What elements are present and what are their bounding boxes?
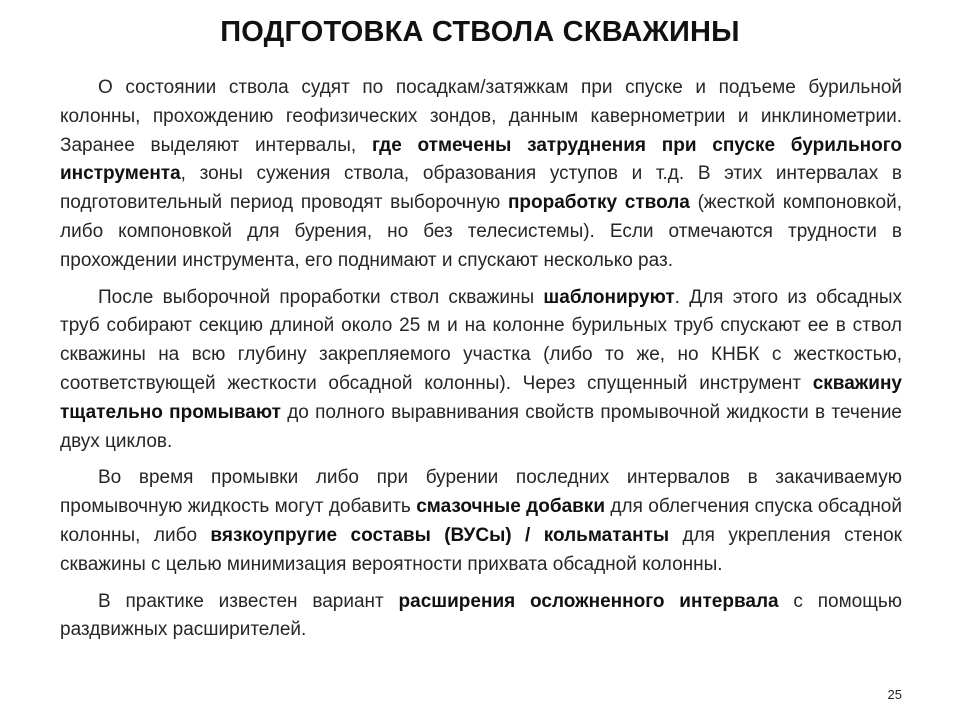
paragraph-3-emphasis: смазочные добавки <box>416 496 606 518</box>
paragraph-1-text: (жесткой компоновкой, либо компоновкой для бурения, но без телесистемы). Если отмечаются трудности в прохождении инструмента, его поднимают и спускают несколько раз. <box>60 192 902 271</box>
paragraph-1-emphasis: проработку ствола <box>507 192 690 214</box>
paragraph-4-text: В практике известен вариант <box>98 590 399 612</box>
slide-title: ПОДГОТОВКА СТВОЛА СКВАЖИНЫ <box>220 16 740 48</box>
paragraph-3-emphasis: вязкоупругие составы (ВУСы) / кольматанты <box>210 524 670 546</box>
paragraph-4-text: с помощью раздвижных расширителей. <box>60 590 902 641</box>
paragraph-3-text: Во время промывки либо при бурении последних интервалов в закачиваемую промывочную жидкость могут добавить <box>60 467 902 518</box>
paragraph-2-emphasis: шаблонируют <box>543 286 675 308</box>
paragraph-3 <box>60 464 902 579</box>
paragraph-1-text: , зоны сужения ствола, образования уступов и т.д. В этих интервалах в подготовительный период проводят выборочную <box>60 163 902 214</box>
paragraph-1-text: О состоянии ствола судят по посадкам/затяжкам при спуске и подъеме бурильной колонны, прохождению геофизических зондов, данным кавернометрии и инклинометрии. Заранее выделяют интервалы, <box>60 77 902 156</box>
paragraph-1 <box>60 74 902 276</box>
paragraph-1-emphasis: где отмечены затруднения при спуске бурильного инструмента <box>60 134 902 185</box>
slide-body <box>60 74 902 653</box>
paragraph-2-text: . Для этого из обсадных труб собирают секцию длиной около 25 м и на колонне бурильных труб спускают ее в ствол скважины на всю глубину закрепляемого участка (либо то же, но КНБК с жесткостью, соответствующей жесткости обсадной колонны). Через спущенный инструмент <box>60 286 902 394</box>
paragraph-2-text: до полного выравнивания свойств промывочной жидкости в течение двух циклов. <box>60 401 902 452</box>
paragraph-3-text: для укрепления стенок скважины с целью минимизация вероятности прихвата обсадной колонны. <box>60 524 902 575</box>
paragraph-2 <box>60 284 902 457</box>
paragraph-2-emphasis: скважину тщательно промывают <box>60 372 902 423</box>
page-number: 25 <box>887 687 902 702</box>
paragraph-4-emphasis: расширения осложненного интервала <box>398 590 779 612</box>
paragraph-2-text: После выборочной проработки ствол скважины <box>98 286 544 308</box>
paragraph-4 <box>60 588 902 646</box>
paragraph-3-text: для облегчения спуска обсадной колонны, либо <box>60 496 902 546</box>
